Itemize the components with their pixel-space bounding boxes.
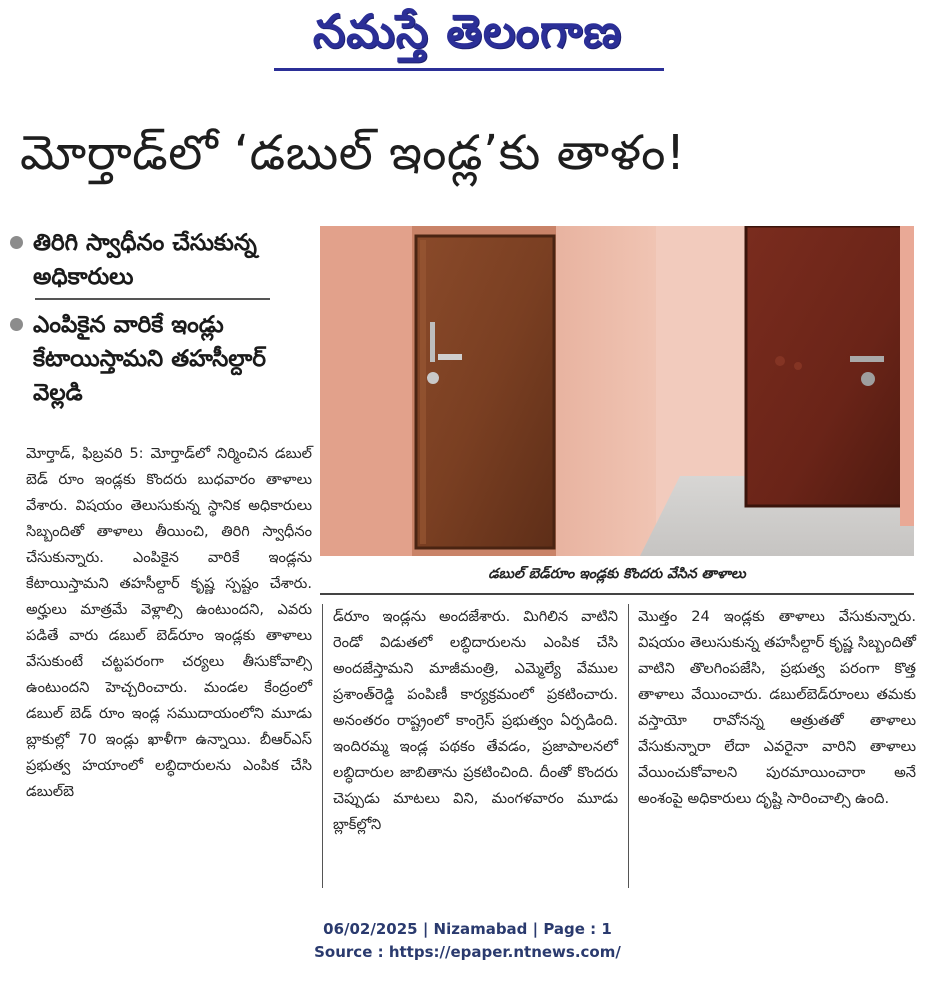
bullet-icon xyxy=(10,318,23,331)
locked-doors-photo xyxy=(320,226,914,556)
article-column-1 xyxy=(26,441,312,805)
photo-caption: డబుల్ బెడ్‌రూం ఇండ్లకు కొందరు వేసిన తాళాలు xyxy=(488,566,746,582)
article-photo xyxy=(320,226,914,556)
edition-info: 06/02/2025 | Nizamabad | Page : 1 xyxy=(323,920,612,938)
article-column-3 xyxy=(638,604,916,812)
kicker-item xyxy=(10,308,310,414)
column-divider xyxy=(628,604,629,888)
kicker-item xyxy=(10,226,310,298)
kicker-text: తిరిగి స్వాధీనం చేసుకున్న అధికారులు xyxy=(33,230,257,290)
kicker-text: ఎంపికైన వారికే ఇండ్లు కేటాయిస్తామని తహసీల్దార్ వెల్లడి xyxy=(33,312,267,406)
caption-divider xyxy=(320,593,914,595)
article-paragraph: మోర్తాడ్, ఫిబ్రవరి 5: మోర్తాడ్‌లో నిర్మించిన డబుల్ బెడ్ రూం ఇండ్లకు కొందరు బుధవారం తాళాలు వేశారు. విషయం తెలుసుకున్న స్థానిక అధికారులు సిబ్బందితో తాళాలు తీయించి, తిరిగి స్వాధీనం చేసుకున్నారు. ఎంపికైన వారికే ఇండ్లను కేటాయిస్తామని తహసీల్దార్ కృష్ణ స్పష్టం చేశారు. అర్హులు మాత్రమే వెళ్లాల్సి ఉంటుందని, ఎవరు పడితే వారు డబుల్ బెడ్‌రూం ఇండ్లకు తాళాలు వేసుకుంటే చట్టపరంగా చర్యలు తీసుకోవాల్సి ఉంటుందని హెచ్చరించారు. మండల కేంద్రంలో డబుల్ బెడ్ రూం ఇండ్ల సముదాయంలోని మూడు బ్లాకుల్లో 70 ఇండ్లు ఖాళీగా ఉన్నాయి. బీఆర్‌ఎస్ ప్రభుత్వ హయాంలో లబ్ధిదారులను ఎంపిక చేసి డబుల్‌బె xyxy=(26,445,312,800)
article-column-2 xyxy=(333,604,618,838)
source-link[interactable]: Source : https://epaper.ntnews.com/ xyxy=(314,943,621,961)
article-kickers xyxy=(10,226,310,414)
newspaper-masthead xyxy=(0,4,935,70)
masthead-underline xyxy=(274,68,664,71)
article-paragraph: డ్‌రూం ఇండ్లను అందజేశారు. మిగిలిన వాటిని రెండో విడుతలో లబ్ధిదారులను ఎంపిక చేసి అందజేస్తామని మాజీమంత్రి, ఎమ్మెల్యే వేముల ప్రశాంత్‌రెడ్డి పంపిణీ కార్యక్రమంలో ప్రకటించారు. అనంతరం రాష్ట్రంలో కాంగ్రెస్ ప్రభుత్వం ఏర్పడింది. ఇందిరమ్మ ఇండ్ల పథకం తేవడం, ప్రజాపాలనలో లబ్ధిదారుల జాబితాను ప్రకటించింది. దీంతో కొందరు చెప్పుడు మాటలు విని, మంగళవారం మూడు బ్లాక్‌ల్లోని xyxy=(333,608,618,833)
article-headline: మోర్తాడ్‌లో ‘డబుల్ ఇండ్ల’కు తాళం! xyxy=(20,125,686,181)
masthead-title: నమస్తే తెలంగాణ xyxy=(312,4,623,58)
bullet-icon xyxy=(10,236,23,249)
column-divider xyxy=(322,604,323,888)
article-paragraph: మొత్తం 24 ఇండ్లకు తాళాలు వేసుకున్నారు. విషయం తెలుసుకున్న తహసీల్దార్ కృష్ణ సిబ్బందితో వాటిని తొలగింపజేసి, ప్రభుత్వ పరంగా కొత్త తాళాలు వేయించారు. డబుల్‌బెడ్‌రూంలు తమకు వస్తాయో రావోనన్న ఆత్రుతతో తాళాలు వేసుకున్నారా లేదా ఎవరైనా వారిని తాళాలు వేయించుకోవాలని పురమాయించారా అనే అంశంపై అధికారులు దృష్టి సారించాల్సి ఉంది. xyxy=(638,608,916,807)
kicker-divider xyxy=(35,298,270,300)
